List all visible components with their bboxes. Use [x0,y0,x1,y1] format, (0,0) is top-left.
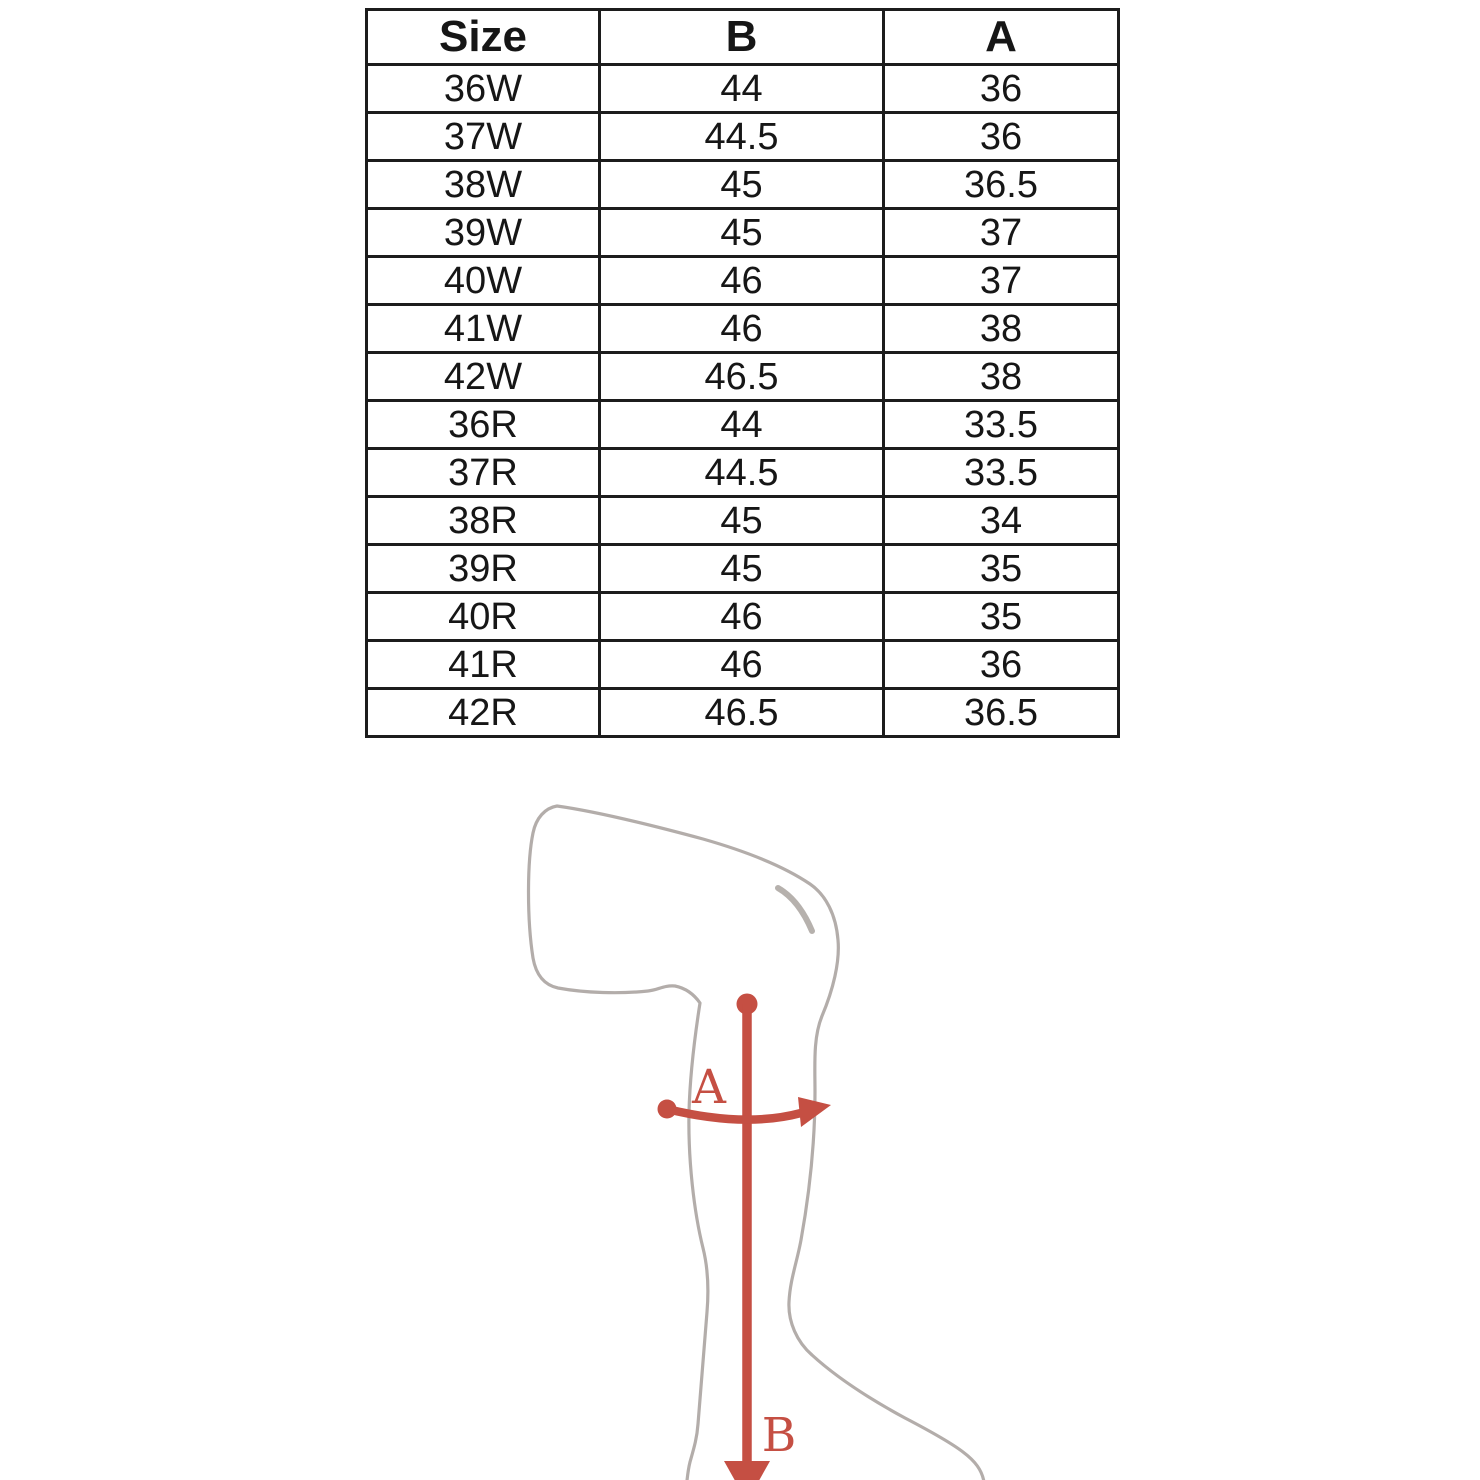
a-value-cell: 33.5 [884,449,1119,497]
b-value-cell: 44 [600,401,884,449]
size-cell: 40W [367,257,600,305]
a-value-cell: 38 [884,305,1119,353]
b-value-cell: 44 [600,65,884,113]
column-header-size: Size [367,10,600,65]
size-cell: 40R [367,593,600,641]
a-value-cell: 36.5 [884,689,1119,737]
b-value-cell: 46 [600,305,884,353]
size-cell: 41W [367,305,600,353]
size-cell: 37R [367,449,600,497]
b-value-cell: 46 [600,593,884,641]
size-cell: 36R [367,401,600,449]
column-header-a: A [884,10,1119,65]
b-value-cell: 46.5 [600,689,884,737]
b-value-cell: 44.5 [600,113,884,161]
size-cell: 41R [367,641,600,689]
size-cell: 37W [367,113,600,161]
size-cell: 38R [367,497,600,545]
a-value-cell: 37 [884,257,1119,305]
size-cell: 39W [367,209,600,257]
b-value-cell: 44.5 [600,449,884,497]
size-cell: 36W [367,65,600,113]
size-cell: 42W [367,353,600,401]
a-value-cell: 38 [884,353,1119,401]
leg-outline [529,806,985,1480]
label-a: A [692,1060,726,1115]
a-value-cell: 35 [884,593,1119,641]
a-value-cell: 36 [884,65,1119,113]
measure-arc-dot [658,1100,677,1119]
a-value-cell: 35 [884,545,1119,593]
size-cell: 39R [367,545,600,593]
size-cell: 38W [367,161,600,209]
size-cell: 42R [367,689,600,737]
a-value-cell: 36.5 [884,161,1119,209]
b-value-cell: 45 [600,209,884,257]
b-value-cell: 46.5 [600,353,884,401]
b-value-cell: 46 [600,257,884,305]
b-value-cell: 45 [600,161,884,209]
b-value-cell: 45 [600,497,884,545]
column-header-b: B [600,10,884,65]
a-value-cell: 33.5 [884,401,1119,449]
label-b: B [761,1408,797,1463]
a-value-cell: 34 [884,497,1119,545]
b-value-cell: 45 [600,545,884,593]
a-value-cell: 36 [884,113,1119,161]
a-value-cell: 36 [884,641,1119,689]
a-value-cell: 37 [884,209,1119,257]
b-value-cell: 46 [600,641,884,689]
